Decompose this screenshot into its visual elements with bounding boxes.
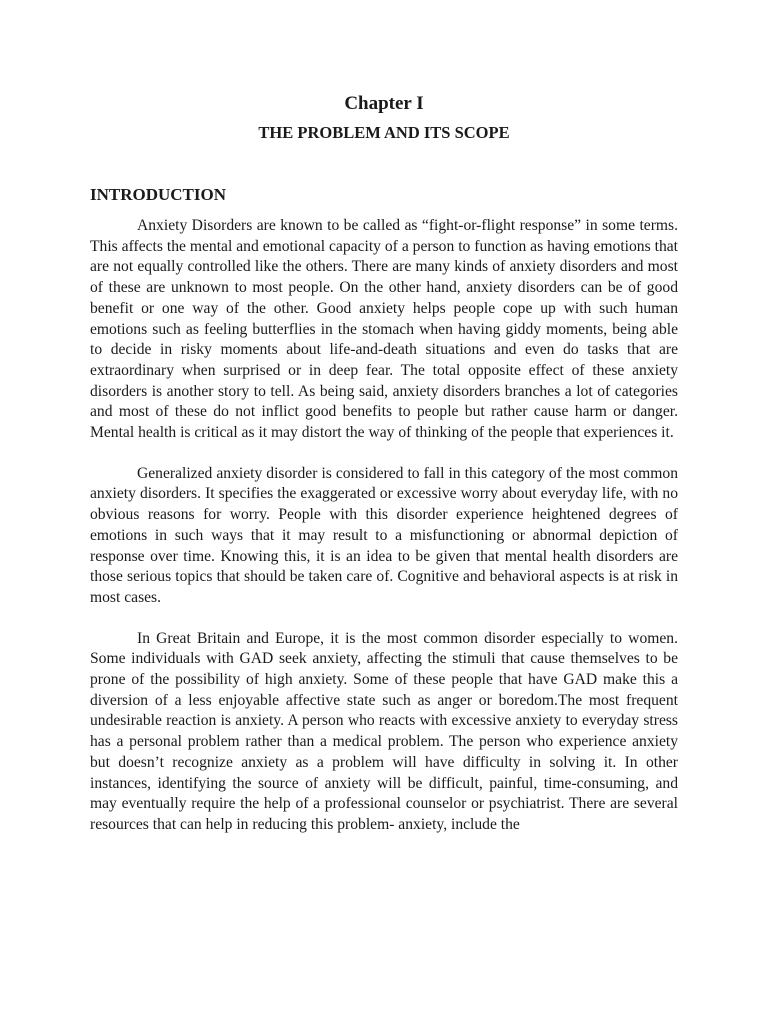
chapter-title: THE PROBLEM AND ITS SCOPE — [258, 123, 510, 142]
paragraph-3: In Great Britain and Europe, it is the most common disorder especially to women. Some individuals with GAD seek anxiety, affecting the stimuli that cause themselves to be prone of the possibility of high anxiety. Some of these people that have GAD make this a diversion of a less enjoyable affective state such as anger or boredom.The most frequent undesirable reaction is anxiety. A person who reacts with excessive anxiety to everyday stress has a personal problem rather than a medical problem. The person who experience anxiety but doesn’t recognize anxiety as a problem will have difficulty in solving it. In other instances, identifying the source of anxiety will be difficult, painful, time-consuming, and may eventually require the help of a professional counselor or psychiatrist. There are several resources that can help in reducing this problem- anxiety, include the — [90, 629, 678, 833]
section-heading: INTRODUCTION — [90, 185, 227, 204]
chapter-label: Chapter I — [344, 93, 424, 114]
document-page — [90, 92, 678, 836]
paragraph-2: Generalized anxiety disorder is considered to fall in this category of the most common anxiety disorders. It specifies the exaggerated or excessive worry about everyday life, with no obvious reasons for worry. People with this disorder experience heightened degrees of emotions in such ways that it may result to a misfunctioning or abnormal depiction of response over time. Knowing this, it is an idea to be given that mental health disorders are those serious topics that should be taken care of. Cognitive and behavioral aspects is at risk in most cases. — [90, 464, 678, 606]
paragraph-1: Anxiety Disorders are known to be called as “fight-or-flight response” in some terms. This affects the mental and emotional capacity of a person to function as having emotions that are not equally controlled like the others. There are many kinds of anxiety disorders and most of these are unknown to most people. On the other hand, anxiety disorders can be of good benefit or one way of the other. Good anxiety helps people cope up with such human emotions such as feeling butterflies in the stomach when having giddy moments, being able to decide in risky moments about life-and-death situations and even do tasks that are extraordinary when surprised or in deep fear. The total opposite effect of these anxiety disorders is another story to tell. As being said, anxiety disorders branches a lot of categories and most of these do not inflict good benefits to people but rather cause harm or danger. Mental health is critical as it may distort the way of thinking of the people that experiences it. — [90, 217, 678, 442]
